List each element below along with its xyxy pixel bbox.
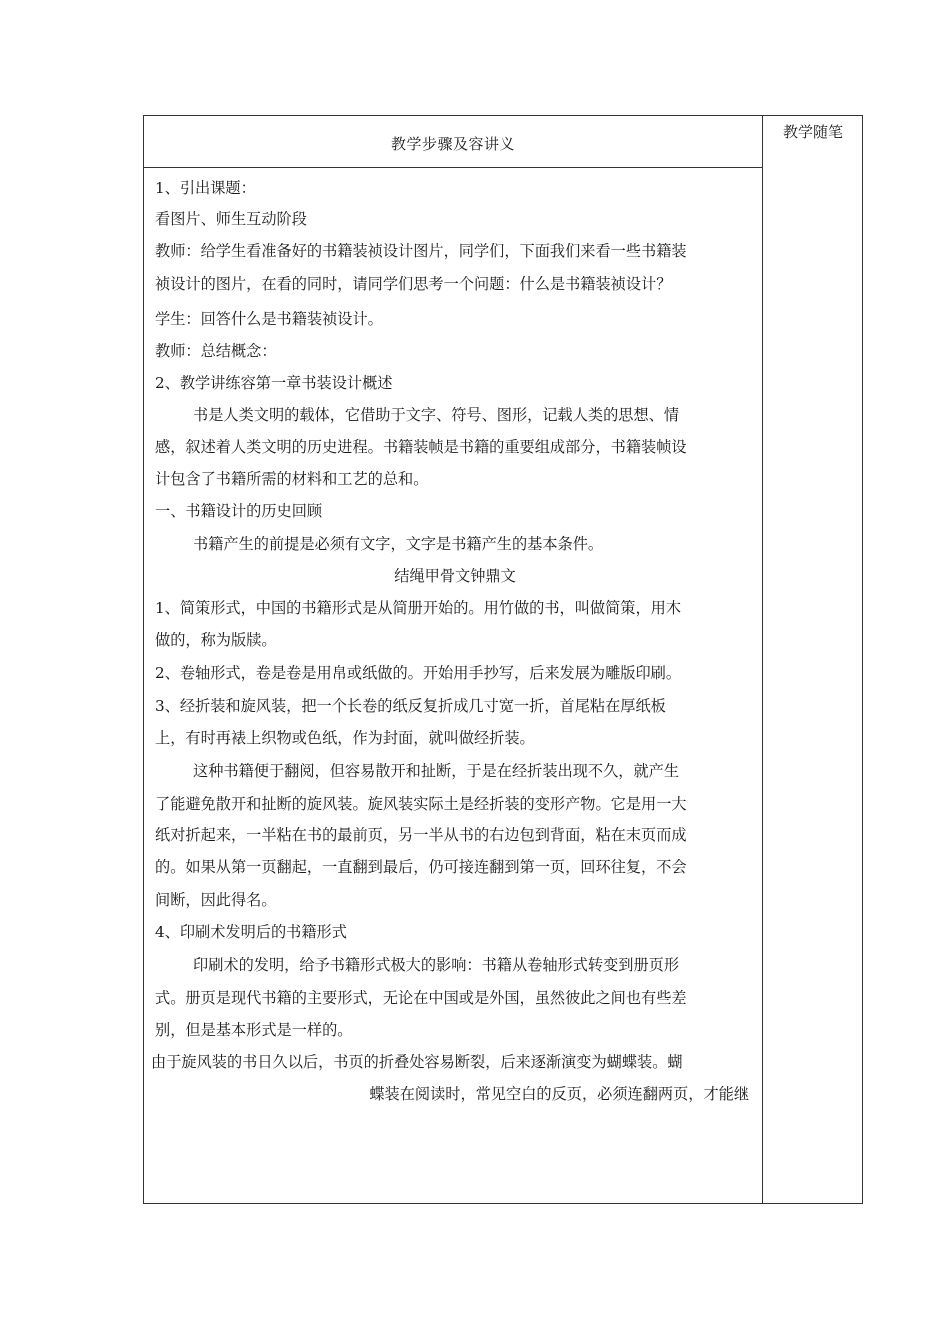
paragraph-line: 书是人类文明的载体，它借助于文字、符号、图形，记载人类的思想、情 — [193, 406, 679, 424]
paragraph-line: 学生：回答什么是书籍装祯设计。 — [155, 310, 383, 328]
paragraph-line: 了能避免散开和扯断的旋风装。旋风装实际土是经折装的变形产物。它是用一大 — [155, 795, 687, 813]
paragraph-line: 上，有时再裱上织物或色纸，作为封面，就叫做经折装。 — [155, 729, 535, 747]
paragraph-line: 蝶装在阅读时，常见空白的反页，必须连翻两页，才能继 — [369, 1085, 749, 1103]
paragraph-line: 间断，因此得名。 — [155, 891, 277, 909]
paragraph-line: 式。册页是现代书籍的主要形式，无论在中国或是外国，虽然彼此之间也有些差 — [155, 989, 687, 1007]
lesson-table — [143, 115, 863, 1204]
paragraph-line: 的。如果从第一页翻起，一直翻到最后，仍可接连翻到第一页，回环往复，不会 — [155, 858, 687, 876]
section-heading: 2、教学讲练容第一章书装设计概述 — [155, 374, 393, 392]
paragraph-line: 纸对折起来，一半粘在书的最前页，另一半从书的右边包到背面，粘在末页而成 — [155, 826, 687, 844]
paragraph-line: 教师：总结概念： — [155, 342, 277, 360]
paragraph-line: 感，叙述着人类文明的历史进程。书籍装帧是书籍的重要组成部分，书籍装帧设 — [155, 438, 687, 456]
column-divider — [762, 116, 763, 1203]
centered-line: 结绳甲骨文钟鼎文 — [394, 567, 516, 585]
column-header-steps: 教学步骤及容讲义 — [390, 135, 515, 153]
paragraph-line: 印刷术的发明，给予书籍形式极大的影响：书籍从卷轴形式转变到册页形 — [193, 956, 679, 974]
paragraph-line: 教师：给学生看准备好的书籍装祯设计图片，同学们，下面我们来看一些书籍装 — [155, 242, 687, 260]
paragraph-line: 3、经折装和旋风装，把一个长卷的纸反复折成几寸宽一折，首尾粘在厚纸板 — [155, 697, 666, 715]
paragraph-line: 祯设计的图片，在看的同时，请同学们思考一个问题：什么是书籍装祯设计？ — [155, 275, 672, 293]
paragraph-line: 做的，称为版牍。 — [155, 631, 277, 649]
paragraph-line: 由于旋风装的书日久以后，书页的折叠处容易断裂，后来逐渐演变为蝴蝶装。蝴 — [151, 1053, 683, 1071]
paragraph-line: 计包含了书籍所需的材料和工艺的总和。 — [155, 470, 429, 488]
column-header-notes: 教学随笔 — [782, 123, 843, 141]
section-heading: 1、引出课题： — [155, 179, 256, 197]
paragraph-line: 书籍产生的前提是必须有文字，文字是书籍产生的基本条件。 — [193, 535, 604, 553]
paragraph-line: 这种书籍便于翻阅，但容易散开和扯断，于是在经折装出现不久，就产生 — [193, 762, 679, 780]
paragraph-line: 1、简策形式，中国的书籍形式是从简册开始的。用竹做的书，叫做简策，用木 — [155, 599, 682, 617]
section-heading: 4、印刷术发明后的书籍形式 — [155, 923, 347, 941]
header-divider — [144, 167, 762, 168]
paragraph-line: 别，但是基本形式是一样的。 — [155, 1021, 353, 1039]
section-heading: 一、书籍设计的历史回顾 — [155, 502, 323, 520]
paragraph-line: 2、卷轴形式，卷是卷是用帛或纸做的。开始用手抄写，后来发展为雕版印刷。 — [155, 664, 682, 682]
paragraph-line: 看图片、师生互动阶段 — [155, 210, 307, 228]
